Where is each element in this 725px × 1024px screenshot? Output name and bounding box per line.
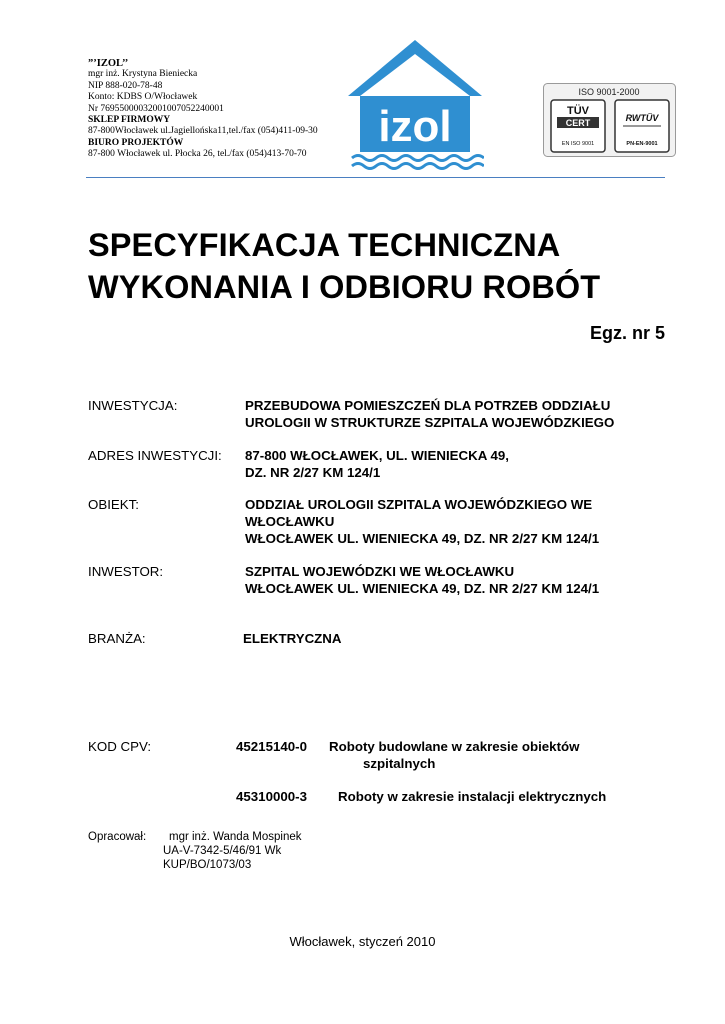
investor-line-2: WŁOCŁAWEK UL. WIENIECKA 49, DZ. NR 2/27 KM 124/1 (245, 581, 600, 596)
office-address: 87-800 Włocławek ul. Płocka 26, tel./fax (054)413-70-70 (88, 149, 307, 160)
investor-label: INWESTOR: (88, 564, 164, 579)
company-info (88, 58, 318, 161)
object-line-1: ODDZIAŁ UROLOGII SZPITALA WOJEWÓDZKIEGO WE (245, 497, 593, 512)
cpv-desc-2: Roboty w zakresie instalacji elektrycznych (338, 789, 607, 804)
company-nip: NIP 888-020-78-48 (88, 80, 163, 91)
author-label: Opracował: (88, 831, 147, 843)
address-line-1: 87-800 WŁOCŁAWEK, UL. WIENIECKA 49, (245, 448, 510, 463)
cpv-label: KOD CPV: (88, 739, 152, 754)
address-value (245, 447, 509, 481)
object-value (245, 496, 599, 547)
author-license-2: KUP/BO/1073/03 (163, 859, 252, 871)
investor-line-1: SZPITAL WOJEWÓDZKI WE WŁOCŁAWKU (245, 564, 515, 579)
iso-label: ISO 9001-2000 (578, 87, 640, 97)
branch-label: BRANŻA: (88, 631, 146, 646)
author-license-1: UA-V-7342-5/46/91 Wk (163, 845, 282, 857)
rwtuv-norm: PN-EN-9001 (626, 141, 658, 147)
rwtuv-label: RWTÜV (625, 113, 659, 123)
copy-number: Egz. nr 5 (589, 323, 665, 343)
company-logo (346, 34, 484, 172)
object-line-3: WŁOCŁAWEK UL. WIENIECKA 49, DZ. NR 2/27 KM 124/1 (245, 531, 600, 546)
cpv-desc-1-line-2: szpitalnych (363, 756, 436, 771)
tuv-label: TÜV (567, 105, 589, 117)
house-logo-icon (346, 34, 484, 172)
cpv-code-1: 45215140-0 (236, 739, 307, 754)
address-line-2: DZ. NR 2/27 KM 124/1 (245, 465, 381, 480)
company-name: ”’IZOL’’ (88, 58, 129, 69)
author-name: mgr inż. Wanda Mospinek (169, 831, 302, 843)
investor-value (245, 563, 599, 597)
place-date: Włocławek, styczeń 2010 (289, 934, 436, 949)
investment-label: INWESTYCJA: (88, 398, 178, 413)
investment-line-1: PRZEBUDOWA POMIESZCZEŃ DLA POTRZEB ODDZIAŁU (245, 398, 611, 413)
address-label: ADRES INWESTYCJI: (88, 448, 222, 463)
tuv-norm: EN ISO 9001 (561, 141, 595, 147)
object-line-2: WŁOCŁAWKU (245, 514, 335, 529)
certificates (543, 83, 676, 157)
cert-label: CERT (565, 118, 591, 128)
company-bank: Konto: KDBS O/Włocławek (88, 92, 198, 103)
cpv-desc-1-line-1: Roboty budowlane w zakresie obiektów (329, 739, 580, 754)
shop-heading: SKLEP FIRMOWY (88, 115, 171, 126)
branch-value: ELEKTRYCZNA (243, 631, 342, 646)
logo-text: izol (378, 102, 452, 151)
cpv-code-2: 45310000-3 (236, 789, 307, 804)
object-label: OBIEKT: (88, 497, 139, 512)
certificate-badges-icon (543, 83, 676, 157)
title-line-2: WYKONANIA I ODBIORU ROBÓT (88, 269, 601, 305)
company-owner: mgr inż. Krystyna Bieniecka (88, 69, 198, 80)
shop-address: 87-800Włocławek ul.Jagiellońska11,tel./fax (054)411-09-30 (88, 126, 318, 137)
office-heading: BIURO PROJEKTÓW (88, 137, 184, 148)
investment-line-2: UROLOGII W STRUKTURZE SZPITALA WOJEWÓDZKIEGO (245, 415, 615, 430)
investment-value (245, 397, 614, 431)
cpv-desc-1 (329, 738, 579, 772)
document-title (88, 224, 600, 308)
header-divider (86, 177, 665, 178)
title-line-1: SPECYFIKACJA TECHNICZNA (88, 227, 561, 263)
company-account: Nr 76955000032001007052240001 (88, 103, 224, 114)
author-details (163, 830, 302, 872)
